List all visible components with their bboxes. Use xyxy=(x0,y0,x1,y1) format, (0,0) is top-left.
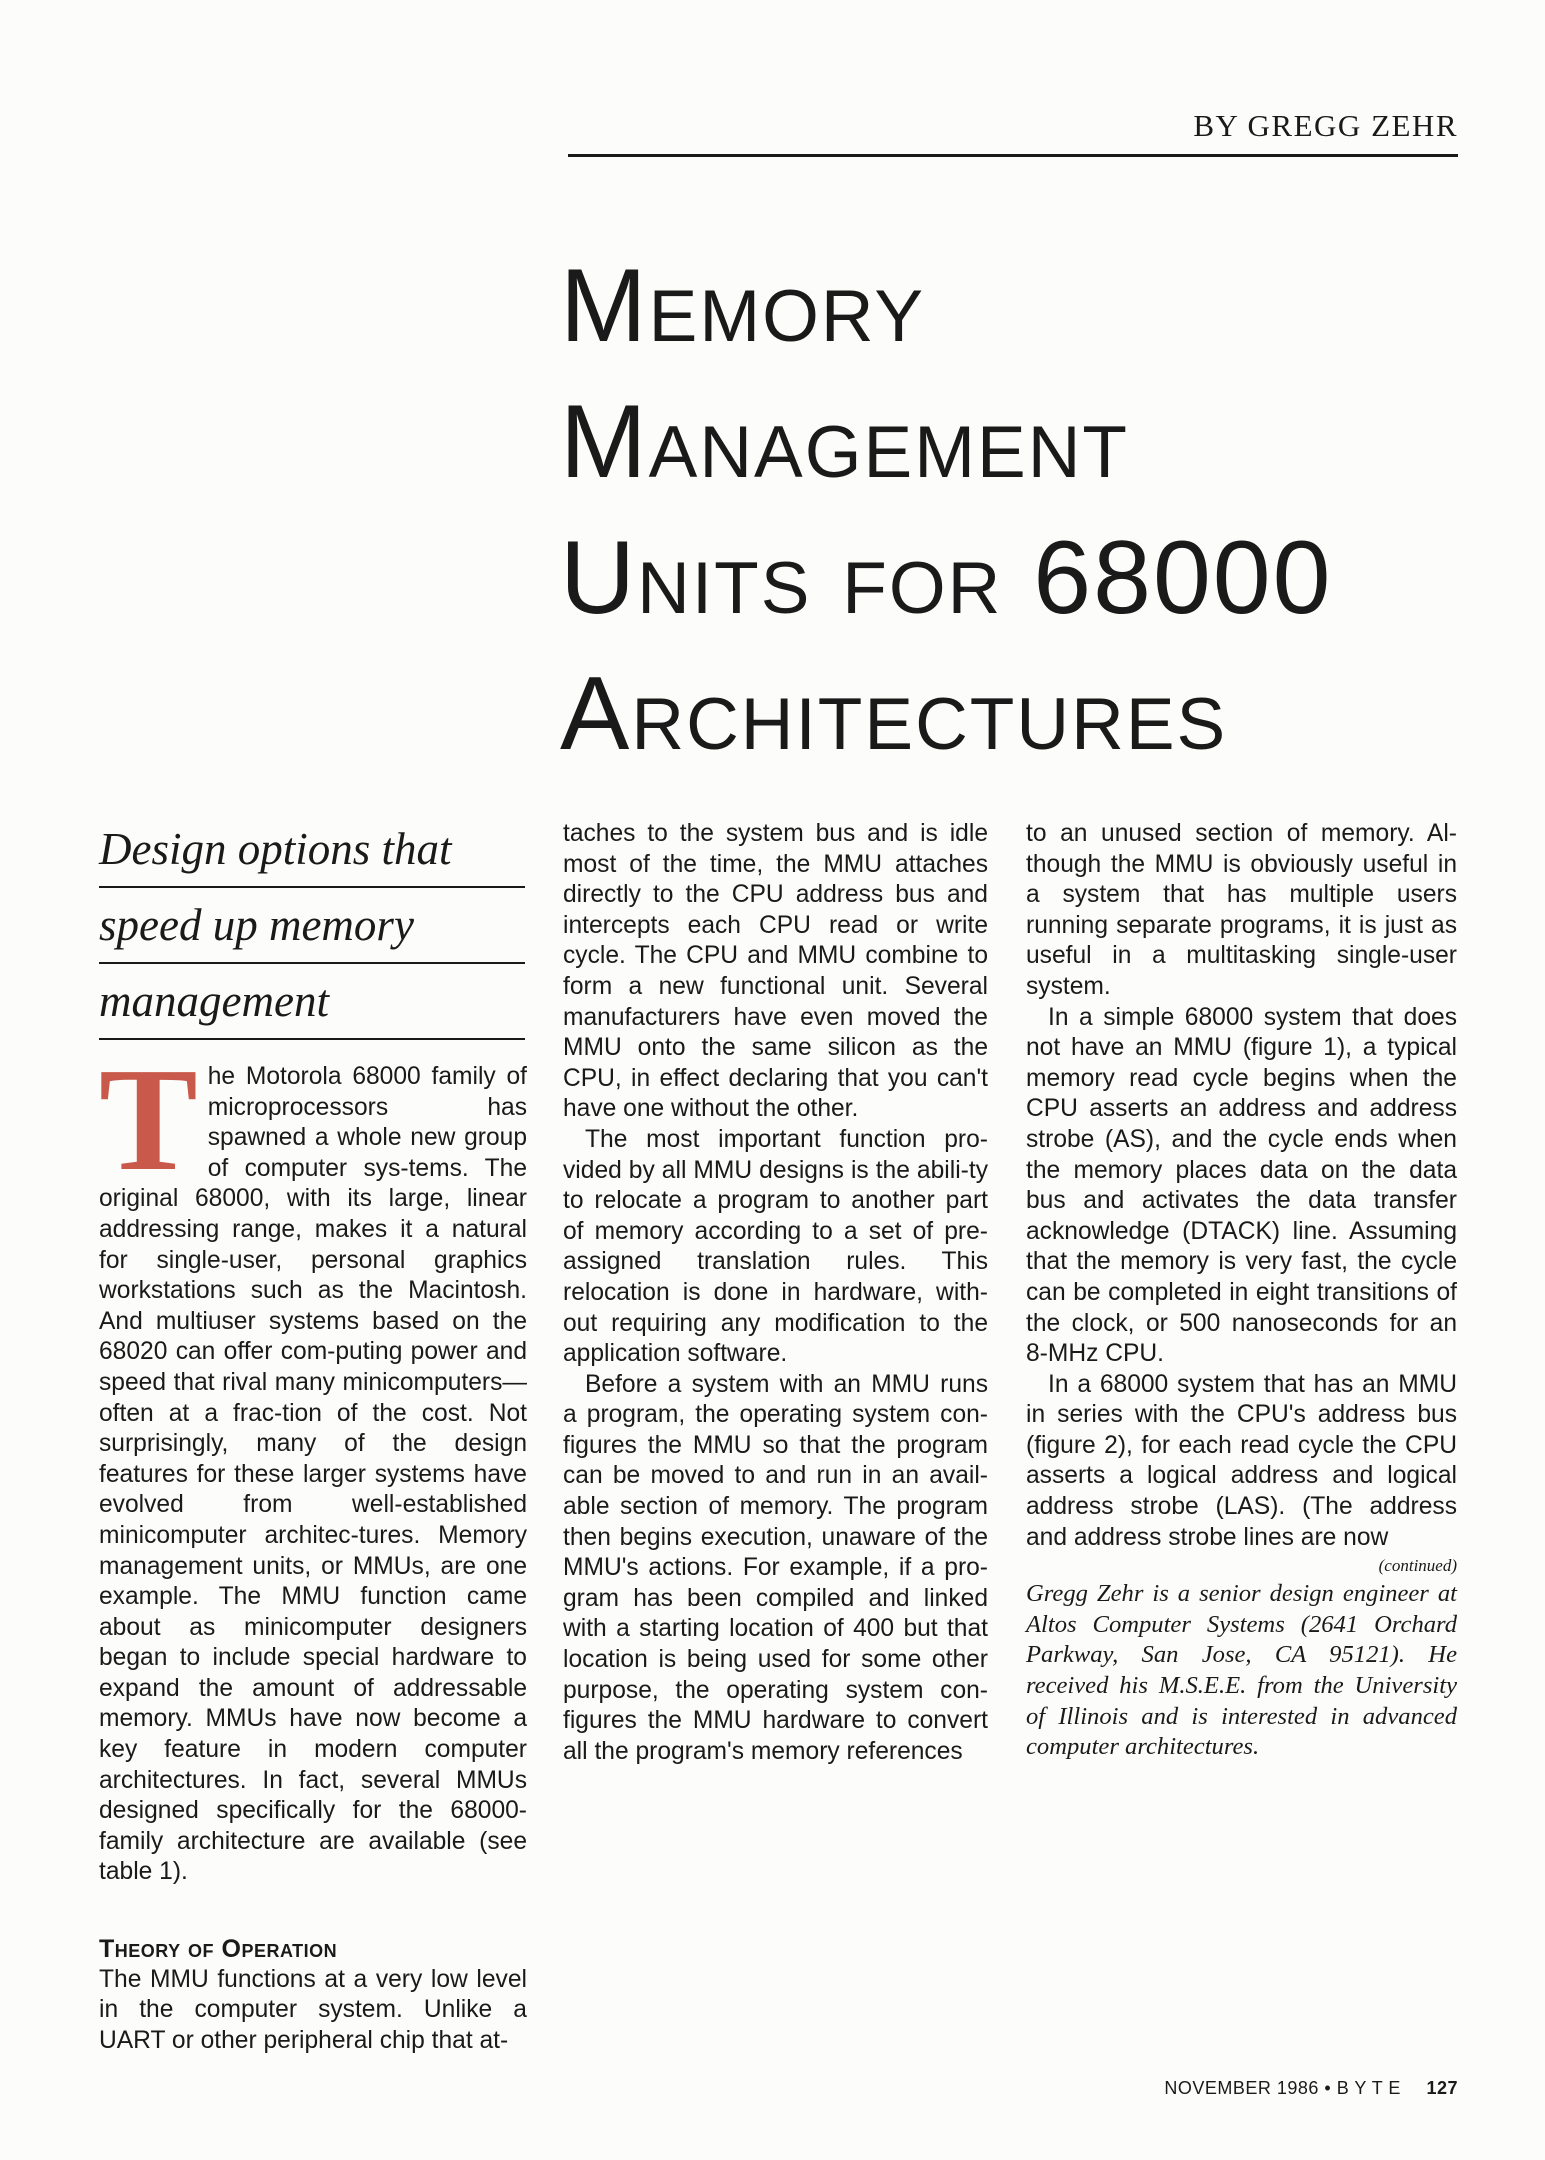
paragraph xyxy=(99,1038,527,1888)
column-1 xyxy=(99,1038,527,2056)
paragraph: Before a system with an MMU runs a program, the operating system con-figures the MMU so that the program can be moved to and run in an avail-able section of memory. The program then begins execution, unaware of the MMU's actions. For example, if a pro-gram has been compiled and linked with a starting location of 400 but that location is being used for some other purpose, the operating system con-figures the MMU hardware to convert all the program's memory references xyxy=(563,1370,988,1765)
page-number: 127 xyxy=(1426,2078,1458,2098)
section-heading: Theory of Operation xyxy=(99,1935,338,1964)
title-line: Architectures xyxy=(560,656,1228,772)
deck-line: speed up memory xyxy=(99,888,525,964)
continued-note: (continued) xyxy=(1378,1556,1457,1576)
column-2 xyxy=(563,819,988,1767)
byline: BY GREGG ZEHR xyxy=(1193,108,1458,143)
title-line: Units for 68000 xyxy=(560,520,1333,636)
deck xyxy=(99,812,525,1040)
drop-cap: T xyxy=(99,1038,198,1202)
page-footer xyxy=(1164,2078,1458,2099)
paragraph: taches to the system bus and is idle most of the time, the MMU attaches directly to the CPU address bus and intercepts each CPU read or write cycle. The CPU and MMU combine to form a new functional unit. Several manufacturers have even moved the MMU onto the same silicon as the CPU, in effect declaring that you can't have one without the other. xyxy=(563,820,988,1123)
byline-rule xyxy=(568,154,1458,157)
paragraph-text: he Motorola 68000 family of microprocessors has spawned a whole new group of computer sys-tems. The original 68000, with its large, linear addressing range, makes it a natural for single-user, personal graphics workstations such as the Macintosh. And multiuser systems based on the 68020 can offer com-puting power and speed that rival many minicomputers—often at a frac-tion of the cost. Not surprisingly, many of the design features for these larger systems have evolved from well-established minicomputer architec-tures. Memory management units, or MMUs, are one example. The MMU function came about as minicomputer designers began to include special hardware to expand the amount of addressable memory. MMUs have now become a key feature in modern computer architectures. In fact, several MMUs designed specifically for the 68000-family architecture are available (see table 1). xyxy=(99,1063,527,1886)
paragraph: In a 68000 system that has an MMU in series with the CPU's address bus (figure 2), for each read cycle the CPU asserts a logical address and logical address strobe (LAS). (The address and address strobe lines are now xyxy=(1026,1370,1457,1551)
issue-label: NOVEMBER 1986 • B Y T E xyxy=(1164,2078,1401,2098)
author-bio: Gregg Zehr is a senior design engineer at Altos Computer Systems (2641 Orchard Parkway, San Jose, CA 95121). He received his M.S.E.E. from the University of Illinois and is interested in advanced computer architectures. xyxy=(1026,1580,1457,1761)
paragraph: In a simple 68000 system that does not have an MMU (figure 1), a typical memory read cycle begins when the CPU asserts an address and address strobe (AS), and the cycle ends when the memory places data on the data bus and activates the data transfer acknowledge (DTACK) line. Assuming that the memory is very fast, the cycle can be completed in eight transitions of the clock, or 500 nanoseconds for an 8-MHz CPU. xyxy=(1026,1003,1457,1368)
deck-line: Design options that xyxy=(99,812,525,888)
title-line: Management xyxy=(560,384,1130,500)
article-title xyxy=(560,238,1520,782)
deck-line: management xyxy=(99,964,525,1040)
paragraph: The most important function pro-vided by all MMU designs is the abili-ty to relocate a program to another part of memory according to a set of pre-assigned translation rules. This relocation is done in hardware, with-out requiring any modification to the application software. xyxy=(563,1125,988,1368)
paragraph: The MMU functions at a very low level in the computer system. Unlike a UART or other peripheral chip that at- xyxy=(99,1965,527,2054)
paragraph: to an unused section of memory. Al-though the MMU is obviously useful in a system that has multiple users running separate programs, it is just as useful in a multitasking single-user system. xyxy=(1026,820,1457,1000)
title-line: Memory xyxy=(560,248,926,364)
column-3 xyxy=(1026,819,1457,1763)
